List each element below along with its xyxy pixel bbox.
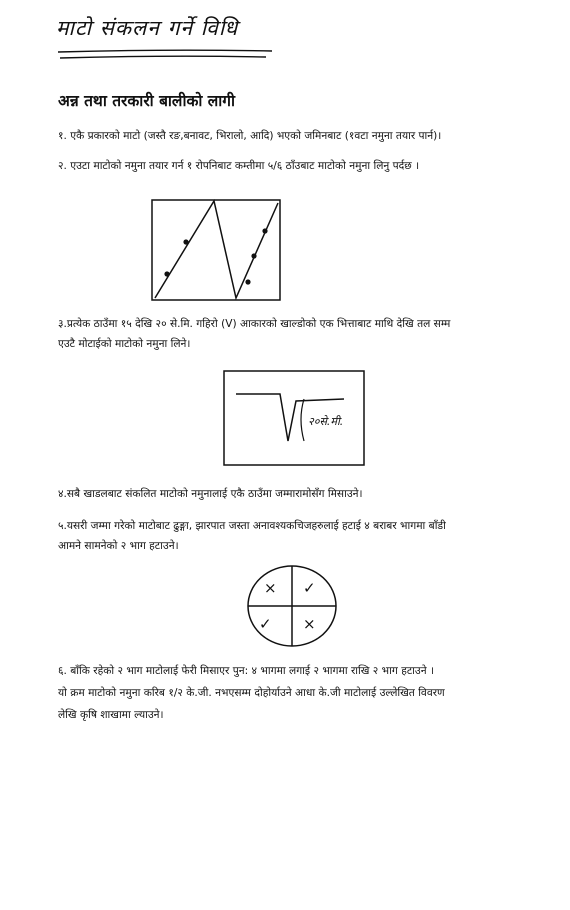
step-5-line-1: ५.यसरी जम्मा गरेको माटोबाट ढुङ्गा, झारपात जस्ता अनावश्यकचिजहरुलाई हटाई ४ बराबर भागमा बाँडी xyxy=(58,520,446,532)
section-heading: अन्न तथा तरकारी बालीको लागी xyxy=(58,92,236,110)
step-6-line-1: ६. बाँकि रहेको २ भाग माटोलाई फेरी मिसाएर पुन: ४ भागमा लगाई २ भागमा राखि २ भाग हटाउने । xyxy=(58,665,434,677)
title-underline xyxy=(56,48,276,62)
depth-label: २०से.मी. xyxy=(308,415,344,428)
step-6-line-3: लेखि कृषि शाखामा ल्याउने। xyxy=(58,709,164,721)
quartering-circle-diagram xyxy=(245,563,341,651)
step-3-line-2: एउटै मोटाईको माटोको नमुना लिने। xyxy=(58,338,191,350)
quarter-mark-top-left: × xyxy=(264,579,277,597)
step-6-line-2: यो क्रम माटोको नमुना करिब १/२ के.जी. नभएसम्म दोहोर्याउने आधा के.जी माटोलाई उल्लेखित विवरण xyxy=(58,687,445,699)
step-5-line-2: आमने सामनेको २ भाग हटाउने। xyxy=(58,540,179,552)
quarter-mark-bottom-right: × xyxy=(303,615,316,633)
v-pit-diagram xyxy=(222,369,368,469)
step-2: २. एउटा माटोको नमुना तयार गर्न १ रोपनिबाट कम्तीमा ५/६ ठाँउबाट माटोको नमुना लिनु पर्दछ । xyxy=(58,160,420,172)
step-4: ४.सबै खाडलबाट संकलित माटोको नमुनालाई एकै ठाउँमा जम्मारामोसँग मिसाउने। xyxy=(58,488,363,500)
title-block xyxy=(56,14,274,42)
quarter-mark-bottom-left: ✓ xyxy=(259,615,272,633)
quarter-mark-top-right: ✓ xyxy=(303,579,316,597)
step-3-line-1: ३.प्रत्येक ठाउँमा १५ देखि २० से.मि. गहिरो (V) आकारको खाल्डोको एक भित्ताबाट माथि देखि तल सम्म xyxy=(58,318,451,330)
zigzag-sampling-diagram xyxy=(150,198,284,304)
document-title: माटो संकलन गर्ने विधि xyxy=(56,16,239,40)
step-1: १. एकै प्रकारको माटो (जस्तै रङ,बनावट, भिरालो, आदि) भएको जमिनबाट (१वटा नमुना तयार पार्न)। xyxy=(58,130,442,142)
